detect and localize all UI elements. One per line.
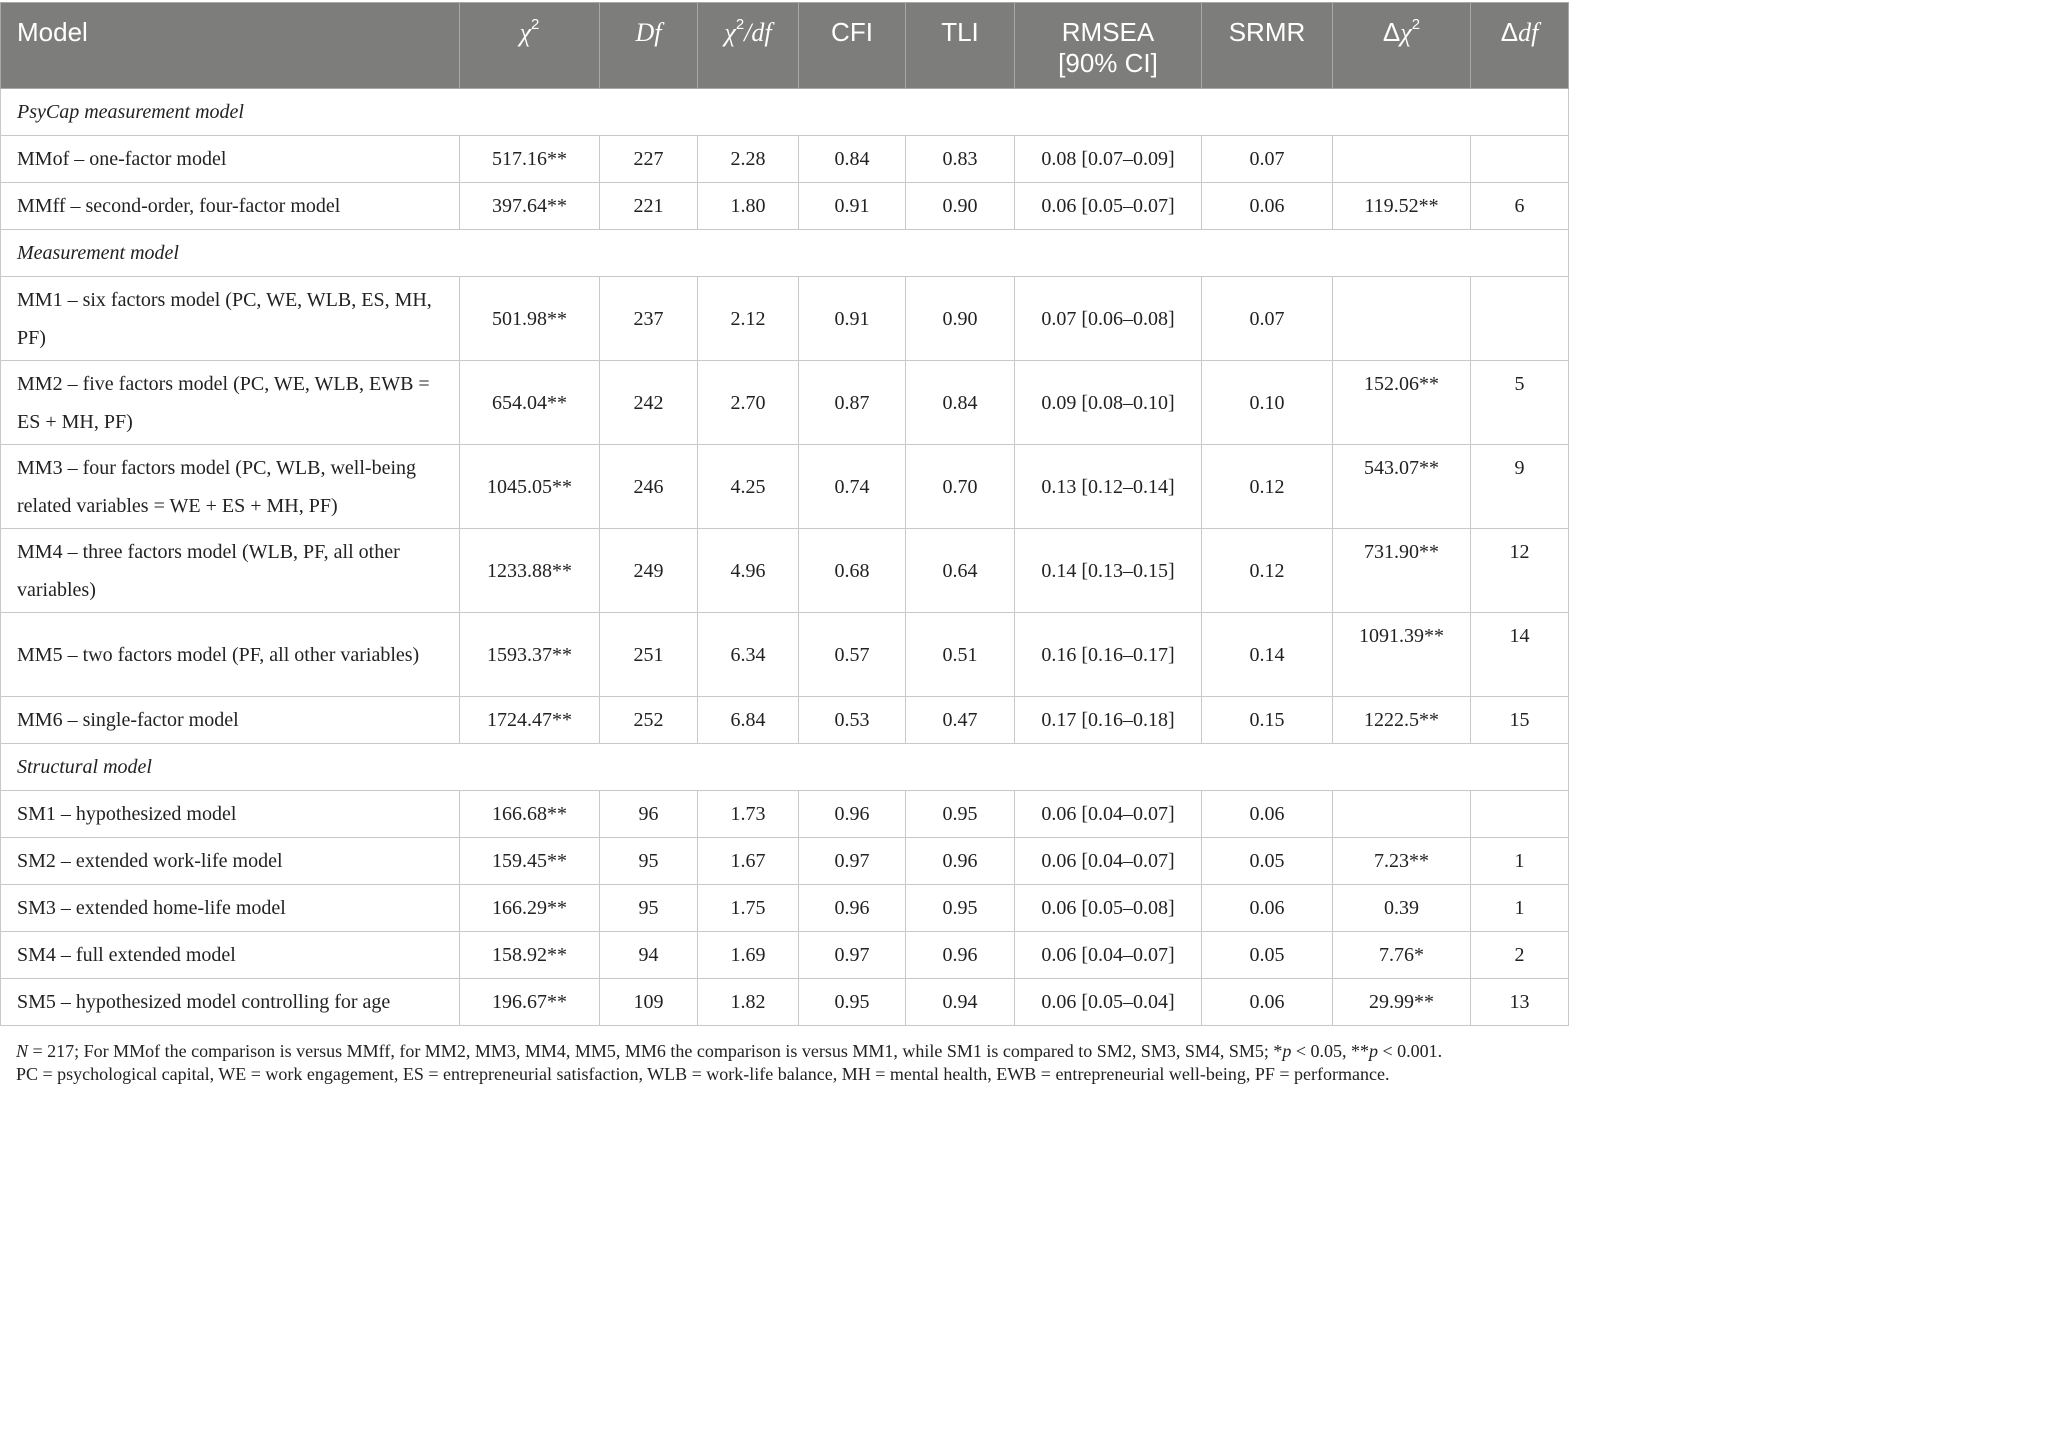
cell-df: 95 <box>600 838 698 885</box>
cell-df: 249 <box>600 529 698 613</box>
table-row <box>1 277 1569 361</box>
cell-rmsea: 0.17 [0.16–0.18] <box>1015 697 1202 744</box>
table-row <box>1 791 1569 838</box>
cell-dchi2: 7.23** <box>1333 838 1471 885</box>
cell-rmsea: 0.06 [0.04–0.07] <box>1015 932 1202 979</box>
cell-cfi: 0.57 <box>799 613 906 697</box>
cell-srmr: 0.12 <box>1202 445 1333 529</box>
cell-rmsea: 0.07 [0.06–0.08] <box>1015 277 1202 361</box>
table-row <box>1 361 1569 445</box>
cell-df: 252 <box>600 697 698 744</box>
cell-rmsea: 0.06 [0.04–0.07] <box>1015 791 1202 838</box>
cell-tli: 0.94 <box>906 979 1015 1026</box>
cell-dchi2: 29.99** <box>1333 979 1471 1026</box>
col-header-delta-chi2: $\Delta\chi^2$ <box>1333 3 1471 89</box>
cell-srmr: 0.06 <box>1202 183 1333 230</box>
cell-cfi: 0.96 <box>799 791 906 838</box>
cell-df: 251 <box>600 613 698 697</box>
cell-chi2: 158.92** <box>460 932 600 979</box>
cell-chi2df: 1.82 <box>698 979 799 1026</box>
cell-chi2: 166.29** <box>460 885 600 932</box>
cell-ddf <box>1471 277 1569 361</box>
section-row-structural <box>1 744 1569 791</box>
cell-model: MM4 – three factors model (WLB, PF, all other variables) <box>1 529 460 613</box>
table-row <box>1 445 1569 529</box>
cell-chi2: 517.16** <box>460 136 600 183</box>
cell-model: MMof – one-factor model <box>1 136 460 183</box>
footnote-abbreviations: PC = psychological capital, WE = work engagement, ES = entrepreneurial satisfaction, WLB = work-life balance, MH = mental health, EWB = entrepreneurial well-being, PF = performance. <box>16 1064 1390 1084</box>
cell-ddf: 1 <box>1471 885 1569 932</box>
cell-tli: 0.96 <box>906 838 1015 885</box>
cell-cfi: 0.68 <box>799 529 906 613</box>
cell-chi2: 501.98** <box>460 277 600 361</box>
table-footnote: N = 217; For MMof the comparison is versus MMff, for MM2, MM3, MM4, MM5, MM6 the comparison is versus MM1, while SM1 is compared to SM2, SM3, SM4, SM5; *p < 0.05, **p < 0.001. PC = psychological capital, WE = work engagement, ES = entrepreneurial satisfaction, WLB = work-life balance, MH = mental health, EWB = entrepreneurial well-being, PF = performance. <box>16 1041 1443 1084</box>
cell-df: 94 <box>600 932 698 979</box>
cell-tli: 0.95 <box>906 791 1015 838</box>
cell-chi2df: 4.25 <box>698 445 799 529</box>
cell-rmsea: 0.09 [0.08–0.10] <box>1015 361 1202 445</box>
cell-cfi: 0.74 <box>799 445 906 529</box>
cell-rmsea: 0.13 [0.12–0.14] <box>1015 445 1202 529</box>
cell-model: MM3 – four factors model (PC, WLB, well-being related variables = WE + ES + MH, PF) <box>1 445 460 529</box>
cell-ddf: 5 <box>1471 361 1569 445</box>
section-label: Structural model <box>1 744 1569 791</box>
cell-dchi2 <box>1333 277 1471 361</box>
cell-tli: 0.47 <box>906 697 1015 744</box>
cell-ddf: 15 <box>1471 697 1569 744</box>
section-label: Measurement model <box>1 230 1569 277</box>
cell-tli: 0.96 <box>906 932 1015 979</box>
table-row <box>1 885 1569 932</box>
col-header-model: Model <box>1 3 460 89</box>
cell-tli: 0.64 <box>906 529 1015 613</box>
cell-ddf: 12 <box>1471 529 1569 613</box>
table-row <box>1 838 1569 885</box>
cell-cfi: 0.91 <box>799 183 906 230</box>
cell-df: 109 <box>600 979 698 1026</box>
footnote-sample-size-label: N <box>16 1041 29 1061</box>
cell-srmr: 0.06 <box>1202 791 1333 838</box>
cell-dchi2: 152.06** <box>1333 361 1471 445</box>
cell-df: 221 <box>600 183 698 230</box>
cell-ddf: 14 <box>1471 613 1569 697</box>
cell-dchi2: 543.07** <box>1333 445 1471 529</box>
cell-dchi2: 731.90** <box>1333 529 1471 613</box>
cell-dchi2: 1222.5** <box>1333 697 1471 744</box>
cell-dchi2: 119.52** <box>1333 183 1471 230</box>
cell-chi2: 1045.05** <box>460 445 600 529</box>
cell-chi2df: 1.75 <box>698 885 799 932</box>
cell-df: 95 <box>600 885 698 932</box>
cell-dchi2: 1091.39** <box>1333 613 1471 697</box>
col-header-chi2-df: $\chi^2/df$ <box>698 3 799 89</box>
cell-df: 242 <box>600 361 698 445</box>
cell-chi2: 1724.47** <box>460 697 600 744</box>
cell-model: MMff – second-order, four-factor model <box>1 183 460 230</box>
col-header-cfi: CFI <box>799 3 906 89</box>
cell-df: 96 <box>600 791 698 838</box>
cell-df: 246 <box>600 445 698 529</box>
cell-cfi: 0.96 <box>799 885 906 932</box>
cell-chi2df: 1.80 <box>698 183 799 230</box>
cell-tli: 0.90 <box>906 277 1015 361</box>
cell-rmsea: 0.16 [0.16–0.17] <box>1015 613 1202 697</box>
cell-model: MM2 – five factors model (PC, WE, WLB, EWB = ES + MH, PF) <box>1 361 460 445</box>
cell-srmr: 0.12 <box>1202 529 1333 613</box>
cell-rmsea: 0.08 [0.07–0.09] <box>1015 136 1202 183</box>
cell-ddf: 1 <box>1471 838 1569 885</box>
cell-cfi: 0.53 <box>799 697 906 744</box>
section-row-measurement <box>1 230 1569 277</box>
cell-rmsea: 0.06 [0.05–0.08] <box>1015 885 1202 932</box>
table-row <box>1 932 1569 979</box>
cell-model: MM5 – two factors model (PF, all other variables) <box>1 613 460 697</box>
cell-chi2df: 2.12 <box>698 277 799 361</box>
cell-srmr: 0.07 <box>1202 277 1333 361</box>
col-header-srmr: SRMR <box>1202 3 1333 89</box>
cell-ddf: 13 <box>1471 979 1569 1026</box>
cell-df: 227 <box>600 136 698 183</box>
cell-chi2df: 4.96 <box>698 529 799 613</box>
cell-srmr: 0.15 <box>1202 697 1333 744</box>
table-row <box>1 697 1569 744</box>
cell-chi2df: 2.70 <box>698 361 799 445</box>
cell-chi2: 1593.37** <box>460 613 600 697</box>
cell-cfi: 0.95 <box>799 979 906 1026</box>
cell-chi2df: 2.28 <box>698 136 799 183</box>
header-row <box>1 3 1569 89</box>
cell-chi2: 166.68** <box>460 791 600 838</box>
cell-tli: 0.51 <box>906 613 1015 697</box>
cell-srmr: 0.07 <box>1202 136 1333 183</box>
cell-model: SM3 – extended home-life model <box>1 885 460 932</box>
cell-tli: 0.84 <box>906 361 1015 445</box>
cell-tli: 0.95 <box>906 885 1015 932</box>
model-fit-table <box>0 2 1569 1026</box>
cell-cfi: 0.97 <box>799 932 906 979</box>
cell-srmr: 0.06 <box>1202 979 1333 1026</box>
cell-ddf: 6 <box>1471 183 1569 230</box>
cell-model: SM2 – extended work-life model <box>1 838 460 885</box>
cell-srmr: 0.10 <box>1202 361 1333 445</box>
cell-srmr: 0.05 <box>1202 838 1333 885</box>
cell-cfi: 0.84 <box>799 136 906 183</box>
col-header-rmsea: RMSEA [90% CI] <box>1015 3 1202 89</box>
cell-chi2df: 1.69 <box>698 932 799 979</box>
cell-cfi: 0.97 <box>799 838 906 885</box>
cell-rmsea: 0.06 [0.05–0.07] <box>1015 183 1202 230</box>
cell-chi2: 159.45** <box>460 838 600 885</box>
cell-chi2: 196.67** <box>460 979 600 1026</box>
cell-rmsea: 0.14 [0.13–0.15] <box>1015 529 1202 613</box>
cell-model: SM1 – hypothesized model <box>1 791 460 838</box>
cell-model: MM6 – single-factor model <box>1 697 460 744</box>
cell-chi2df: 6.34 <box>698 613 799 697</box>
cell-ddf <box>1471 791 1569 838</box>
cell-chi2: 654.04** <box>460 361 600 445</box>
col-header-tli: TLI <box>906 3 1015 89</box>
cell-cfi: 0.87 <box>799 361 906 445</box>
cell-dchi2 <box>1333 136 1471 183</box>
cell-tli: 0.83 <box>906 136 1015 183</box>
cell-chi2: 397.64** <box>460 183 600 230</box>
cell-model: MM1 – six factors model (PC, WE, WLB, ES, MH, PF) <box>1 277 460 361</box>
cell-srmr: 0.05 <box>1202 932 1333 979</box>
table-row <box>1 136 1569 183</box>
cell-dchi2: 7.76* <box>1333 932 1471 979</box>
table-row <box>1 183 1569 230</box>
table-row <box>1 613 1569 697</box>
section-label: PsyCap measurement model <box>1 89 1569 136</box>
cell-srmr: 0.06 <box>1202 885 1333 932</box>
cell-dchi2 <box>1333 791 1471 838</box>
cell-ddf <box>1471 136 1569 183</box>
section-row-psycap <box>1 89 1569 136</box>
cell-rmsea: 0.06 [0.04–0.07] <box>1015 838 1202 885</box>
cell-ddf: 9 <box>1471 445 1569 529</box>
table-row <box>1 979 1569 1026</box>
cell-chi2: 1233.88** <box>460 529 600 613</box>
cell-dchi2: 0.39 <box>1333 885 1471 932</box>
cell-tli: 0.70 <box>906 445 1015 529</box>
cell-cfi: 0.91 <box>799 277 906 361</box>
cell-model: SM5 – hypothesized model controlling for age <box>1 979 460 1026</box>
cell-df: 237 <box>600 277 698 361</box>
cell-tli: 0.90 <box>906 183 1015 230</box>
col-header-df: Df <box>600 3 698 89</box>
cell-chi2df: 1.67 <box>698 838 799 885</box>
col-header-delta-df: Δdf <box>1471 3 1569 89</box>
cell-model: SM4 – full extended model <box>1 932 460 979</box>
cell-ddf: 2 <box>1471 932 1569 979</box>
cell-rmsea: 0.06 [0.05–0.04] <box>1015 979 1202 1026</box>
cell-chi2df: 1.73 <box>698 791 799 838</box>
table-row <box>1 529 1569 613</box>
cell-srmr: 0.14 <box>1202 613 1333 697</box>
col-header-chi2: $\chi^2$ <box>460 3 600 89</box>
cell-chi2df: 6.84 <box>698 697 799 744</box>
